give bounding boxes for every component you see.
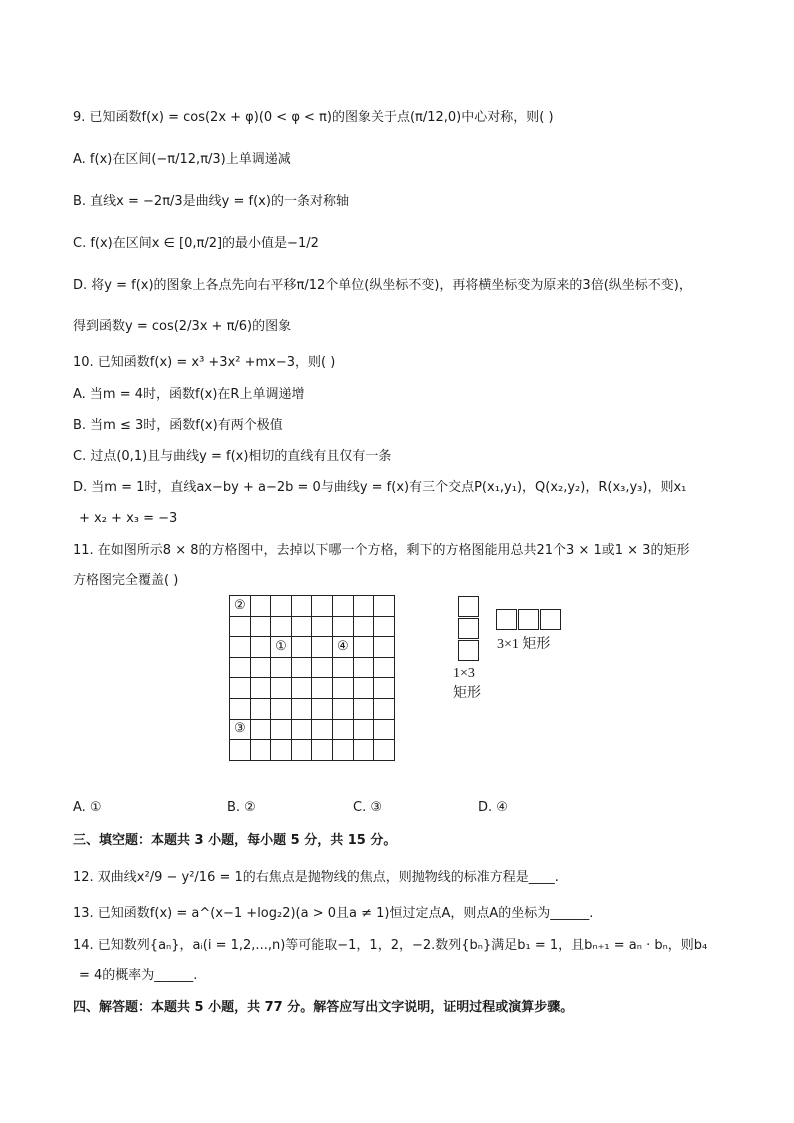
- q9-stem: 9. 已知函数f(x) = cos(2x + φ)(0 < φ < π)的图象关于点(π/12,0)中心对称，则( ): [73, 110, 554, 125]
- grid-cell: [230, 678, 251, 699]
- grid-cell: [374, 657, 395, 678]
- grid-cell: [353, 637, 374, 658]
- q14-line2: = 4的概率为______.: [79, 968, 198, 983]
- grid-cell: [271, 740, 292, 761]
- rect-1x3-cell: [458, 618, 479, 639]
- grid-cell: [332, 719, 353, 740]
- grid-cell: [291, 616, 312, 637]
- grid-row: [230, 616, 395, 637]
- grid-cell: [374, 637, 395, 658]
- grid-cell-marked: ④: [332, 637, 353, 658]
- grid-cell: [291, 698, 312, 719]
- grid-cell: [271, 616, 292, 637]
- section-4-heading: 四、解答题：本题共 5 小题，共 77 分。解答应写出文字说明，证明过程或演算步骤。: [73, 1000, 574, 1015]
- grid-cell: [312, 698, 333, 719]
- grid-cell: [250, 678, 271, 699]
- q10-option-b: B. 当m ≤ 3时，函数f(x)有两个极值: [73, 418, 283, 433]
- grid-cell: [250, 616, 271, 637]
- grid-cell: [230, 740, 251, 761]
- grid-cell: [353, 698, 374, 719]
- grid-cell: [291, 657, 312, 678]
- grid-cell: [332, 698, 353, 719]
- grid-cell: [230, 698, 251, 719]
- grid-cell: [291, 637, 312, 658]
- q11-option-a: A. ①: [73, 800, 102, 815]
- grid-cell: [353, 678, 374, 699]
- grid-cell: [353, 719, 374, 740]
- grid-cell: [332, 616, 353, 637]
- grid-row: [230, 740, 395, 761]
- rect-3x1-cell: [540, 609, 561, 630]
- grid-cell: [312, 740, 333, 761]
- grid-cell: [332, 596, 353, 617]
- grid-cell: [291, 678, 312, 699]
- chessboard-grid: [229, 595, 395, 761]
- grid-cell: [332, 740, 353, 761]
- q11-option-d: D. ④: [478, 800, 508, 815]
- grid-cell: [291, 719, 312, 740]
- grid-cell: [374, 698, 395, 719]
- grid-cell: [374, 616, 395, 637]
- q10-option-c: C. 过点(0,1)且与曲线y = f(x)相切的直线有且仅有一条: [73, 449, 392, 464]
- grid-cell: [271, 596, 292, 617]
- grid-cell: [312, 678, 333, 699]
- grid-cell: [374, 678, 395, 699]
- q11-option-c: C. ③: [353, 800, 382, 815]
- q13-text: 13. 已知函数f(x) = a^(x−1 +log₂2)(a > 0且a ≠ 1)恒过定点A，则点A的坐标为______.: [73, 906, 594, 921]
- grid-cell: [353, 616, 374, 637]
- grid-row: [230, 698, 395, 719]
- grid-cell: [271, 678, 292, 699]
- grid-cell: [312, 719, 333, 740]
- grid-cell: [312, 616, 333, 637]
- grid-cell: [332, 678, 353, 699]
- grid-row: [230, 719, 395, 740]
- grid-cell: [230, 657, 251, 678]
- grid-cell: [250, 719, 271, 740]
- q9-option-c: C. f(x)在区间x ∈ [0,π/2]的最小值是−1/2: [73, 236, 319, 251]
- rect-1x3-cell: [458, 596, 479, 617]
- q10-stem: 10. 已知函数f(x) = x³ +3x² +mx−3，则( ): [73, 355, 336, 370]
- grid-cell: [250, 637, 271, 658]
- grid-row: [230, 637, 395, 658]
- grid-cell-marked: ③: [230, 719, 251, 740]
- grid-cell: [374, 740, 395, 761]
- grid-cell: [250, 740, 271, 761]
- rect-3x1-label: 3×1 矩形: [497, 637, 551, 652]
- grid-cell: [291, 740, 312, 761]
- q9-option-d-line1: D. 将y = f(x)的图象上各点先向右平移π/12个单位(纵坐标不变)，再将横坐标变为原来的3倍(纵坐标不变)，: [73, 278, 692, 293]
- q11-stem-line2: 方格图完全覆盖( ): [73, 573, 179, 588]
- rect-3x1-cell: [518, 609, 539, 630]
- q9-option-d-line2: 得到函数y = cos(2/3x + π/6)的图象: [73, 319, 292, 334]
- rect-1x3-cell: [458, 640, 479, 661]
- rect-1x3-label-name: 矩形: [453, 686, 481, 701]
- grid-cell: [230, 637, 251, 658]
- q9-option-a: A. f(x)在区间(−π/12,π/3)上单调递减: [73, 152, 291, 167]
- grid-cell: [250, 596, 271, 617]
- section-3-heading: 三、填空题：本题共 3 小题，每小题 5 分，共 15 分。: [73, 833, 397, 848]
- grid-row: [230, 678, 395, 699]
- q10-option-d-line2: + x₂ + x₃ = −3: [79, 511, 178, 526]
- grid-cell: [312, 596, 333, 617]
- grid-cell: [353, 740, 374, 761]
- grid-cell: [332, 657, 353, 678]
- grid-cell: [271, 657, 292, 678]
- grid-cell: [271, 698, 292, 719]
- q11-option-b: B. ②: [227, 800, 256, 815]
- q12-text: 12. 双曲线x²/9 − y²/16 = 1的右焦点是抛物线的焦点，则抛物线的标准方程是____.: [73, 870, 559, 885]
- rect-3x1-cell: [496, 609, 517, 630]
- grid-cell: [291, 596, 312, 617]
- grid-cell-marked: ②: [230, 596, 251, 617]
- grid-cell: [374, 596, 395, 617]
- grid-cell: [374, 719, 395, 740]
- grid-cell: [353, 657, 374, 678]
- grid-cell-marked: ①: [271, 637, 292, 658]
- q10-option-a: A. 当m = 4时，函数f(x)在R上单调递增: [73, 387, 305, 402]
- grid-row: [230, 596, 395, 617]
- q14-line1: 14. 已知数列{aₙ}，aᵢ(i = 1,2,...,n)等可能取−1，1，2，−2.数列{bₙ}满足b₁ = 1，且bₙ₊₁ = aₙ · bₙ，则b₄: [73, 938, 708, 953]
- grid-cell: [353, 596, 374, 617]
- q9-option-b: B. 直线x = −2π/3是曲线y = f(x)的一条对称轴: [73, 194, 349, 209]
- grid-row: [230, 657, 395, 678]
- q11-stem-line1: 11. 在如图所示8 × 8的方格图中，去掉以下哪一个方格，剩下的方格图能用总共21个3 × 1或1 × 3的矩形: [73, 543, 690, 558]
- rect-1x3-label-size: 1×3: [453, 666, 475, 681]
- grid-cell: [271, 719, 292, 740]
- grid-cell: [312, 657, 333, 678]
- grid-cell: [250, 698, 271, 719]
- q10-option-d-line1: D. 当m = 1时，直线ax−by + a−2b = 0与曲线y = f(x)有三个交点P(x₁,y₁)，Q(x₂,y₂)，R(x₃,y₃)，则x₁: [73, 480, 687, 495]
- grid-cell: [250, 657, 271, 678]
- grid-cell: [312, 637, 333, 658]
- grid-cell: [230, 616, 251, 637]
